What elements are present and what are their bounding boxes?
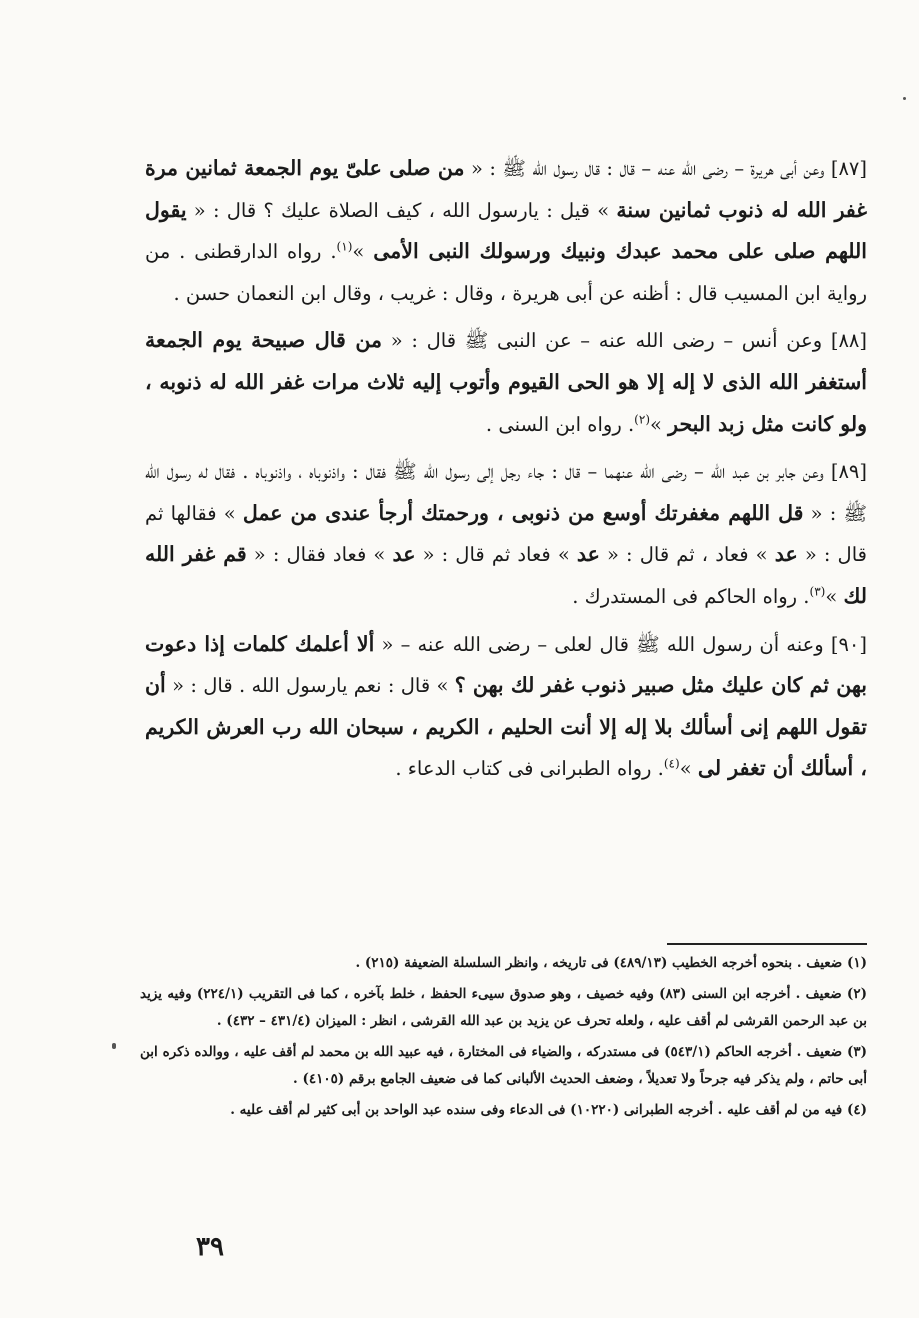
footnote: (٤) فيه من لم أقف عليه . أخرجه الطبرانى (١٠٢٢٠) فى الدعاء وفى سنده عبد الواحد بن أبى كثير لم أقف عليه . <box>230 1101 867 1118</box>
hadith-quote: عد <box>392 542 416 567</box>
footnote-reference: (١) <box>336 239 353 254</box>
hadith-quote: يقول اللهم صلى على محمد عبدك ونبيك ورسولك النبى الأمى <box>145 197 867 264</box>
hadith-number: [٨٧] <box>830 157 867 180</box>
footnote: (٣) ضعيف . أخرجه الحاكم (٥٤٣/١) فى مستدركه ، والضياء فى المختارة ، فيه عبيد الله بن محمد لم أقف عليه ، ووالده ذكره ابن أبى حاتم ، ولم يذكر فيه جرحاً ولا تعديلاً ، وضعف الحديث الألبانى كما فى ضعيف الجامع برقم (٤١٠٥) . <box>140 1043 867 1087</box>
hadith-text: » قيل : يارسول الله ، كيف الصلاة عليك ؟ قال : « <box>186 198 617 222</box>
hadith-text: » <box>352 240 374 264</box>
footnote: (٢) ضعيف . أخرجه ابن السنى (٨٣) وفيه خصيف ، وهو صدوق سيىء الحفظ ، خلط بآخره ، كما فى التقريب (٢٢٤/١) وفيه يزيد بن عبد الرحمن القرشى لم أقف عليه ، ولعله تحرف عن يزيد بن عبد الله القرشى ، انظر : الميزان (٤٣١/٤ – ٤٣٢) . <box>140 985 867 1029</box>
hadith-paragraph <box>145 624 867 790</box>
hadith-source: . رواه ابن السنى . <box>485 412 635 436</box>
footnote: (١) ضعيف . بنحوه أخرجه الخطيب (٤٨٩/١٣) فى تاريخه ، وانظر السلسلة الضعيفة (٢١٥) . <box>355 955 867 971</box>
hadith-quote: من قال صبيحة يوم الجمعة أستغفر الله الذى لا إله إلا هو الحى القيوم وأتوب إليه ثلاث مرات غفر الله له ذنوبه ، ولو كانت مثل زبد البحر <box>145 328 867 436</box>
hadith-quote: عد <box>774 542 798 567</box>
hadith-quote: ألا أعلمك كلمات إذا دعوت بهن ثم كان عليك مثل صبير ذنوب غفر لك بهن ؟ <box>145 631 867 698</box>
hadith-text: » فعاد فقال : « <box>246 543 393 567</box>
scan-speck <box>112 1043 116 1049</box>
hadith-source: . رواه الحاكم فى المستدرك . <box>572 584 810 608</box>
hadith-quote: قل اللهم مغفرتك أوسع من ذنوبى ، ورحمتك أرجأ عندى من عمل <box>242 500 804 525</box>
hadith-paragraph <box>145 148 867 314</box>
scan-speck <box>903 97 906 100</box>
hadith-quote: قم غفر الله لك <box>145 542 867 608</box>
hadith-text: وعنه أن رسول الله ﷺ قال لعلى – رضى الله عنه – « <box>374 632 831 656</box>
footnote-reference: (٤) <box>663 756 680 771</box>
hadith-quote: عد <box>576 542 600 567</box>
hadith-quote: من صلى علىّ يوم الجمعة ثمانين مرة غفر الله له ذنوب ثمانين سنة <box>145 156 867 222</box>
footnote-reference: (٢) <box>634 412 650 427</box>
hadith-paragraph <box>145 320 867 445</box>
hadith-number: [٨٨] <box>830 329 867 353</box>
hadith-source: . رواه الطبرانى فى كتاب الدعاء . <box>395 757 664 781</box>
hadith-text: » فعاد ، ثم قال : « <box>599 543 775 567</box>
hadith-text: » <box>679 757 698 781</box>
hadith-text: » فعاد ثم قال : « <box>415 543 577 567</box>
hadith-text: وعن جابر بن عبد الله – رضى الله عنهما – قال : جاء رجل إلى رسول الله ﷺ فقال : واذنوباه ، واذنوباه . فقال له رسول الله ﷺ : « <box>145 460 867 525</box>
page-number: ٣٩ <box>196 1232 224 1262</box>
hadith-text: » فقالها ثم قال : « <box>145 501 867 567</box>
hadith-text: » <box>650 412 669 436</box>
hadith-paragraph <box>145 451 867 617</box>
hadith-text: وعن أنس – رضى الله عنه – عن النبى ﷺ قال : « <box>382 329 831 353</box>
hadith-text: » قال : نعم يارسول الله . قال : « <box>165 674 455 698</box>
hadith-number: [٨٩] <box>830 460 867 484</box>
hadith-quote: أن تقول اللهم إنى أسألك بلا إله إلا أنت الحليم ، الكريم ، سبحان الله رب العرش الكريم ، أسألك أن تغفر لى <box>145 673 867 781</box>
footnote-divider <box>667 943 867 945</box>
hadith-text: وعن أبى هريرة – رضى الله عنه – قال : قال رسول الله ﷺ : « <box>464 157 831 180</box>
hadith-text: » <box>825 584 844 608</box>
footnote-reference: (٣) <box>809 584 826 599</box>
hadith-source: . رواه الدارقطنى . من رواية ابن المسيب قال : أظنه عن أبى هريرة ، وقال : غريب ، وقال ابن النعمان حسن . <box>145 240 867 305</box>
main-text <box>145 148 867 796</box>
footnotes <box>140 950 867 1127</box>
hadith-number: [٩٠] <box>830 632 868 656</box>
